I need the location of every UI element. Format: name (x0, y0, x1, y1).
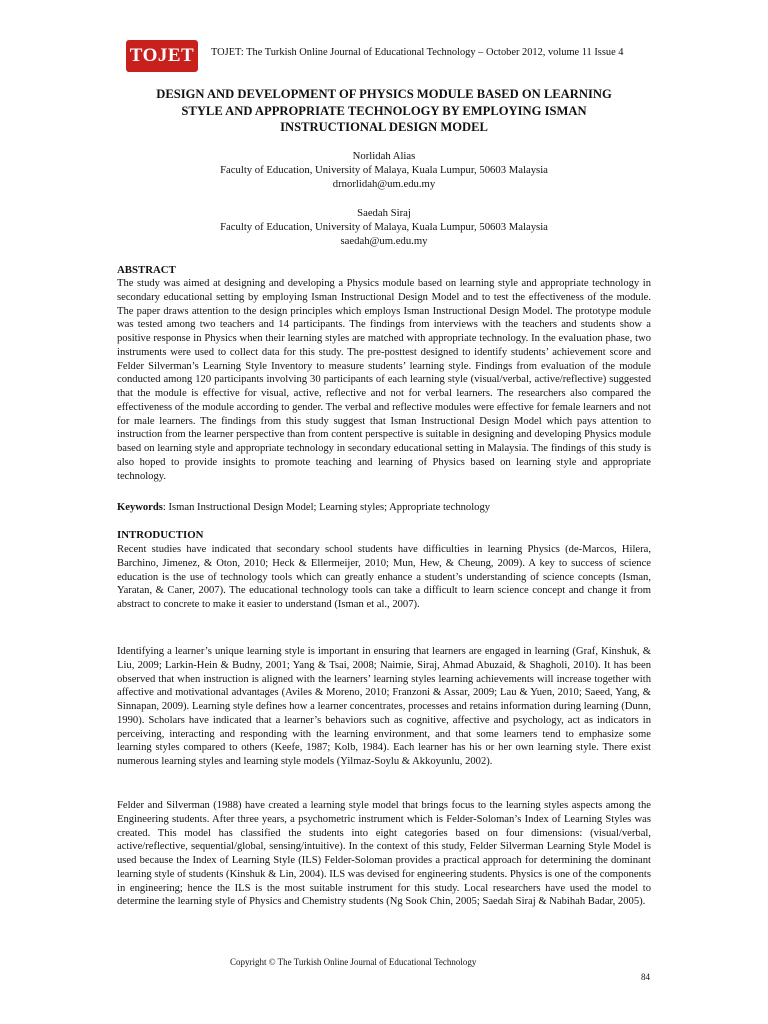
introduction-heading: INTRODUCTION (117, 529, 204, 541)
copyright-footer: Copyright © The Turkish Online Journal of Educational Technology (230, 957, 477, 967)
author-email: saedah@um.edu.my (340, 234, 428, 247)
title-line: STYLE AND APPROPRIATE TECHNOLOGY BY EMPLOYING ISMAN (181, 103, 587, 118)
introduction-paragraph: Felder and Silverman (1988) have created a learning style model that brings focus to the learning styles aspects among the Engineering students. After three years, a psychometric instrument which is Felder-Soloman’s Index of Learning Styles was created. This model has classified the students into eight categories based on four dimensions: (visual/verbal, active/reflective, sequential/global, sensing/intuitive). In the context of this study, Felder Silverman Learning Style Model is used because the Index of Learning Style (ILS) Felder-Soloman provides a practical approach for determining the dominant learning style of students (Kinshuk & Lin, 2004). ILS was devised for engineering students. Physics is one of the components in engineering; hence the ILS is the most suitable instrument for this study. Local researchers have used the model to determine the learning style of Physics and Chemistry students (Ng Sook Chin, 2005; Saedah Siraj & Nabihah Badar, 2005). (117, 800, 651, 908)
author-block (110, 207, 658, 248)
tojet-logo: TOJET (126, 40, 198, 72)
keywords-line (117, 501, 651, 515)
journal-header: TOJET: The Turkish Online Journal of Educational Technology – October 2012, volume 11 Issue 4 (211, 47, 624, 58)
keywords-label: Keywords (117, 502, 163, 513)
author-block (110, 150, 658, 191)
introduction-paragraph: Identifying a learner’s unique learning style is important in ensuring that learners are engaged in learning (Graf, Kinshuk, & Liu, 2009; Larkin-Hein & Budny, 2001; Yang & Tsai, 2008; Naimie, Siraj, Ahmad Abuzaid, & Shagholi, 2010). It has been observed that when instruction is aligned with the learners’ learning styles learning achievements will increase together with affective and motivational advantages (Aviles & Moreno, 2010; Franzoni & Assar, 2009; Lau & Yuen, 2010; Saeed, Yang, & Sinnapan, 2009). Learning style defines how a learner concentrates, processes and retains information during learning (Dunn, 1990). Scholars have indicated that a learner’s behaviors such as cognitive, affective and psychology, act as indicators in perceiving, interacting and responding with the learning environment, and that some learners tend to emphasize some learning styles compared to others (Keefe, 1987; Kolb, 1984). Each learner has his or her own learning style. There exist numerous learning styles and learning style models (Yilmaz-Soylu & Akkoyunlu, 2002). (117, 646, 651, 767)
title-line: DESIGN AND DEVELOPMENT OF PHYSICS MODULE BASED ON LEARNING (156, 87, 612, 101)
author-affiliation: Faculty of Education, University of Malaya, Kuala Lumpur, 50603 Malaysia (220, 220, 548, 233)
author-affiliation: Faculty of Education, University of Malaya, Kuala Lumpur, 50603 Malaysia (220, 163, 548, 176)
paper-title (110, 86, 658, 136)
abstract-heading: ABSTRACT (117, 264, 176, 276)
keywords-text: : Isman Instructional Design Model; Learning styles; Appropriate technology (162, 502, 491, 513)
title-line: INSTRUCTIONAL DESIGN MODEL (280, 120, 488, 135)
abstract-text: The study was aimed at designing and developing a Physics module based on learning style and appropriate technology in secondary educational setting by employing Isman Instructional Design Model and to test the effectiveness of the module. The paper draws attention to the design principles which employs Isman Instructional Design Model. The prototype module was tested among two teachers and 14 participants. The findings from interviews with the teachers and students show a positive response in Physics when their learning styles are matched with appropriate technology. In the evaluation phase, two instruments were used to collect data for this study. The pre-posttest designed to identify students’ achievement score and Felder Silverman’s Learning Style Inventory to measure students’ learning style. Findings from evaluation of the module conducted among 120 participants involving 30 participants of each learning style (visual/verbal, active/reflective) suggested that the module is effective for visual, active, reflective and not for verbal learners. The researchers also compared the effectiveness of the module according to gender. The verbal and reflective modules were effective for female learners and not for male learners. The findings from this study suggest that Isman Instructional Design Model which pays attention to instruction from the learner perspective than from content perspective is suitable in designing and developing Physics module based on learning style and appropriate technology in secondary educational setting in Malaysia. The findings of this study is also hoped to provide insights to promote teaching and learning of Physics based on learning style and appropriate technology. (117, 278, 651, 482)
introduction-paragraph: Recent studies have indicated that secondary school students have difficulties in learning Physics (de-Marcos, Hilera, Barchino, Jimenez, & Oton, 2010; Heck & Ellermeijer, 2010; Mun, Hew, & Cheung, 2009). A key to success of science education is the use of technology tools which can greatly enhance a student’s understanding of science concepts (Isman, Yaratan, & Caner, 2007). The educational technology tools can take a difficult to learn science concept and change it from abstract to concrete to make it easier to understand (Isman et al., 2007). (117, 544, 651, 610)
author-name: Saedah Siraj (357, 207, 411, 219)
author-email: drnorlidah@um.edu.my (332, 177, 436, 190)
author-name: Norlidah Alias (352, 150, 416, 162)
page-number: 84 (641, 972, 650, 982)
